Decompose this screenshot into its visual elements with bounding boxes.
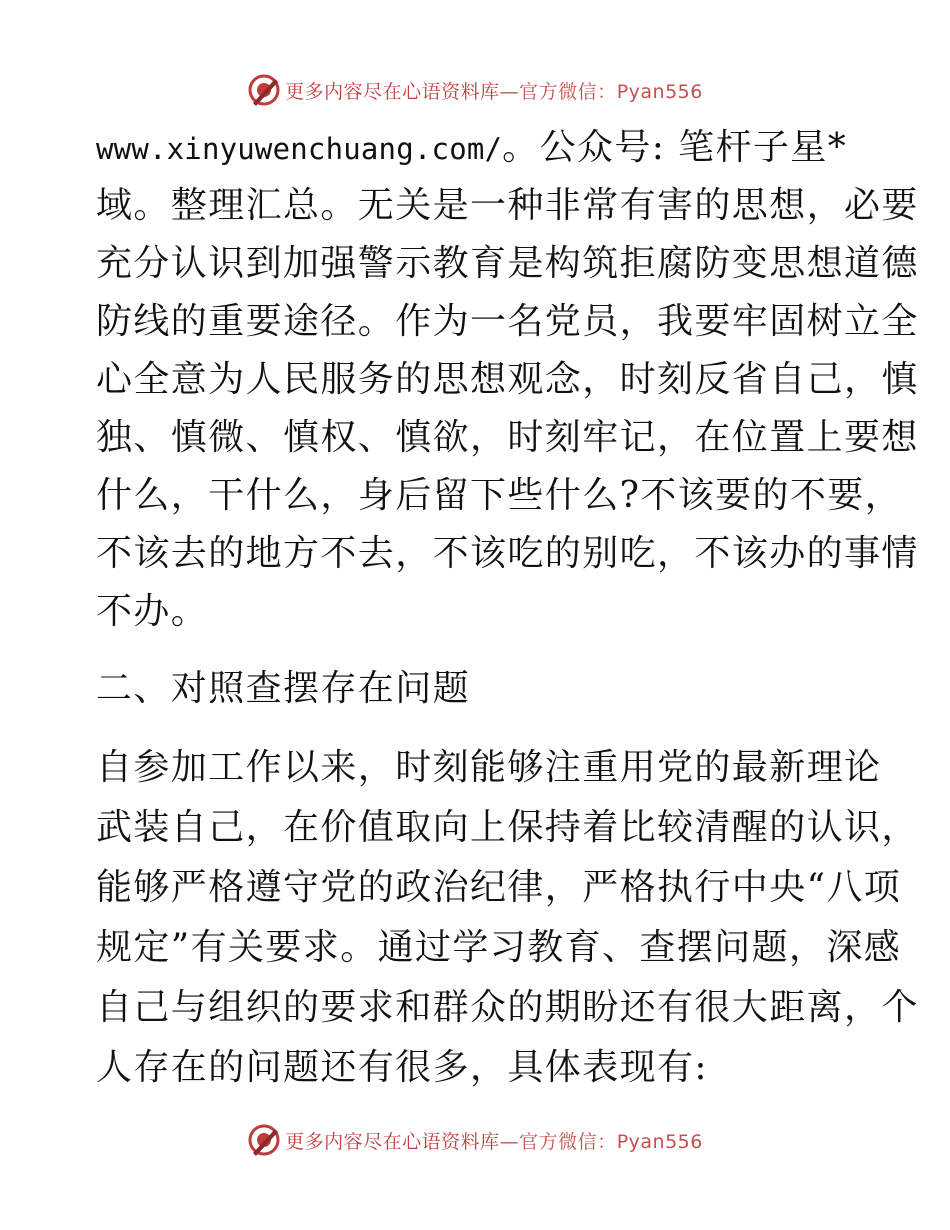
watermark-dash: — (499, 80, 520, 103)
watermark-wechat-label: 官方微信： (519, 80, 617, 103)
line-text: 。公众号: 笔杆子星* (502, 127, 848, 168)
text-line: 能够严格遵守党的政治纪律，严格执行中央“八项 (96, 867, 902, 908)
text-line: 自己与组织的要求和群众的期盼还有很大距离，个 (96, 987, 919, 1028)
watermark-wechat-id: Pyan556 (616, 1130, 703, 1153)
section-heading: 二、对照查摆存在问题 (96, 668, 471, 709)
text-line: 规定”有关要求。通过学习教育、查摆问题，深感 (96, 927, 902, 968)
watermark-banner-bottom (0, 1116, 950, 1164)
watermark-wechat-label: 官方微信： (519, 1130, 617, 1153)
text-line: 不办。 (96, 591, 209, 632)
text-line: 人存在的问题还有很多，具体表现有: (96, 1047, 708, 1088)
pen-logo-icon (247, 1123, 281, 1157)
watermark-wechat-id: Pyan556 (616, 80, 703, 103)
text-line: 自参加工作以来，时刻能够注重用党的最新理论 (96, 747, 882, 788)
watermark-text (285, 1127, 703, 1154)
url-text: www.xinyuwenchuang.com/ (96, 132, 503, 166)
watermark-dash: — (499, 1130, 520, 1153)
text-line: 独、慎微、慎权、慎欲，时刻牢记，在位置上要想 (96, 417, 919, 458)
text-line: 域。整理汇总。无关是一种非常有害的思想，必要 (96, 185, 919, 226)
pen-logo-icon (247, 73, 281, 107)
text-line: 武装自己，在价值取向上保持着比较清醒的认识， (96, 807, 919, 848)
text-line: 不该去的地方不去，不该吃的别吃，不该办的事情 (96, 533, 919, 574)
text-line: 防线的重要途径。作为一名党员，我要牢固树立全 (96, 301, 919, 342)
watermark-site-text: 更多内容尽在心语资料库 (285, 80, 500, 103)
text-line: 充分认识到加强警示教育是构筑拒腐防变思想道德 (96, 243, 919, 284)
text-line: 心全意为人民服务的思想观念，时刻反省自己，慎 (96, 359, 919, 400)
watermark-text (285, 77, 703, 104)
text-line (96, 124, 847, 172)
watermark-banner-top (0, 66, 950, 114)
text-line: 什么，干什么，身后留下些什么?不该要的不要， (96, 475, 903, 516)
watermark-site-text: 更多内容尽在心语资料库 (285, 1130, 500, 1153)
